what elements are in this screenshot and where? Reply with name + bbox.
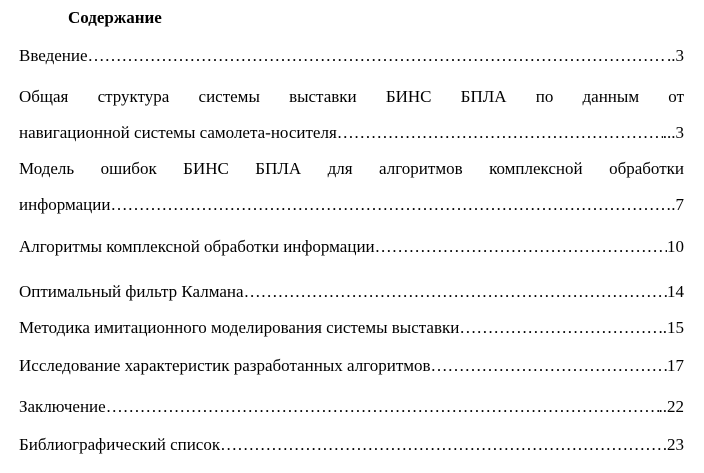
toc-entry-page: 23 <box>667 435 684 454</box>
toc-entry-page: ..3 <box>667 46 684 65</box>
toc-entry-page: 14 <box>667 282 684 301</box>
dot-leader <box>459 317 658 339</box>
toc-entry-label: Библиографический список <box>19 435 221 454</box>
toc-entry-kalman-filter <box>19 281 684 303</box>
toc-entry-research <box>19 355 684 377</box>
toc-title: Содержание <box>68 8 162 27</box>
toc-entry-label: Методика имитационного моделирования системы выставки <box>19 318 460 337</box>
dot-leader <box>110 194 671 216</box>
toc-entry-label: Заключение <box>19 397 106 416</box>
toc-entry-page: 17 <box>667 356 684 375</box>
toc-entry-page: ..22 <box>658 397 684 416</box>
toc-entry-label: Оптимальный фильтр Калмана <box>19 282 244 301</box>
dot-leader <box>375 236 667 258</box>
toc-entry-label: Введение <box>19 46 88 65</box>
toc-entry-introduction <box>19 45 684 67</box>
toc-entry-label-line1: Модель ошибок БИНС БПЛА для алгоритмов комплексной обработки <box>19 159 684 178</box>
toc-entry-algorithms <box>19 236 684 258</box>
toc-entry-general-structure <box>19 86 684 144</box>
toc-entry-label-line1: Общая структура системы выставки БИНС БПЛА по данным от <box>19 87 684 106</box>
toc-entry-page: ...3 <box>662 123 684 142</box>
dot-leader <box>244 281 667 303</box>
dot-leader <box>337 122 663 144</box>
toc-entry-label-line2: информации <box>19 195 111 214</box>
toc-entry-label-line2: навигационной системы самолета-носителя <box>19 123 337 142</box>
toc-entry-page: .7 <box>671 195 684 214</box>
toc-entry-simulation-method <box>19 317 684 339</box>
dot-leader <box>106 396 659 418</box>
toc-entry-conclusion <box>19 396 684 418</box>
dot-leader <box>88 45 667 67</box>
toc-entry-label: Исследование характеристик разработанных алгоритмов <box>19 356 431 375</box>
toc-entry-bibliography <box>19 434 684 456</box>
toc-entry-page: ..15 <box>658 318 684 337</box>
toc-entry-error-model <box>19 158 684 216</box>
dot-leader <box>220 434 667 456</box>
toc-entry-label: Алгоритмы комплексной обработки информации <box>19 237 375 256</box>
toc-entry-page: 10 <box>667 237 684 256</box>
dot-leader <box>431 355 667 377</box>
